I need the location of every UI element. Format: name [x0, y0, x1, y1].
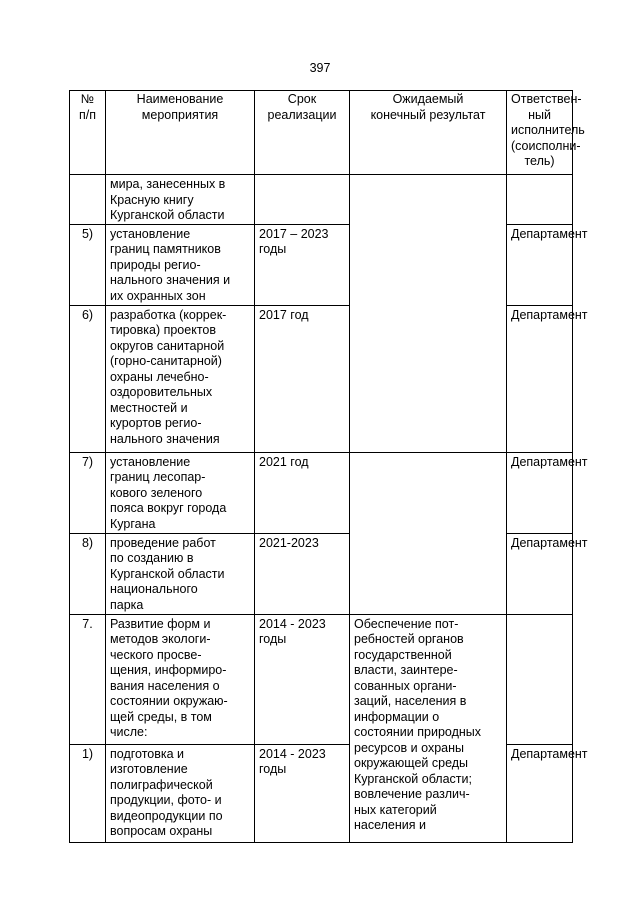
activity-name-cell: Развитие форм и методов экологи- ческого просве- щения, информиро- вания населения о состоянии окружаю- щей среды, в том числе:: [106, 614, 255, 744]
term-cell: [255, 175, 350, 225]
executor-cell: [507, 614, 573, 744]
header-expected-result: Ожидаемый конечный результат: [350, 91, 507, 175]
executor-cell: Департамент: [507, 452, 573, 533]
row-number: 5): [70, 224, 106, 305]
row-number: 7): [70, 452, 106, 533]
header-number: № п/п: [70, 91, 106, 175]
row-number: 6): [70, 305, 106, 452]
executor-cell: Департамент: [507, 224, 573, 305]
row-number: [70, 175, 106, 225]
table-row: [70, 175, 573, 225]
header-responsible-executor: Ответствен- ный исполнитель (соисполни- тель): [507, 91, 573, 175]
result-cell: [350, 452, 507, 614]
header-term: Срок реализации: [255, 91, 350, 175]
row-number: 7.: [70, 614, 106, 744]
row-number: 8): [70, 533, 106, 614]
activity-name-cell: установление границ памятников природы регио- нального значения и их охранных зон: [106, 224, 255, 305]
result-cell: [350, 175, 507, 453]
measures-table: [69, 90, 588, 843]
activity-name-cell: мира, занесенных в Красную книгу Курганской области: [106, 175, 255, 225]
activity-name-cell: установление границ лесопар- кового зеленого пояса вокруг города Кургана: [106, 452, 255, 533]
table-row: [70, 614, 573, 744]
executor-cell: Департамент: [507, 744, 573, 842]
executor-cell: Департамент: [507, 305, 573, 452]
header-activity-name: Наименование мероприятия: [106, 91, 255, 175]
table-row: [70, 452, 573, 533]
row-number: 1): [70, 744, 106, 842]
term-cell: 2017 – 2023 годы: [255, 224, 350, 305]
activity-name-cell: разработка (коррек- тировка) проектов округов санитарной (горно-санитарной) охраны лечебно- оздоровительных местностей и курортов регио- нального значения: [106, 305, 255, 452]
result-cell: Обеспечение пот- ребностей органов государственной власти, заинтере- сованных органи- заций, населения в информации о состоянии природных ресурсов и охраны окружающей среды Курганской области; вовлечение различ- ных категорий населения и: [350, 614, 507, 842]
activity-name-cell: подготовка и изготовление полиграфической продукции, фото- и видеопродукции по вопросам охраны: [106, 744, 255, 842]
activity-name-cell: проведение работ по созданию в Курганской области национального парка: [106, 533, 255, 614]
term-cell: 2014 - 2023 годы: [255, 744, 350, 842]
term-cell: 2021-2023: [255, 533, 350, 614]
header-row: [70, 91, 573, 175]
term-cell: 2014 - 2023 годы: [255, 614, 350, 744]
executor-cell: Департамент: [507, 533, 573, 614]
term-cell: 2017 год: [255, 305, 350, 452]
page-number: 397: [309, 61, 331, 75]
term-cell: 2021 год: [255, 452, 350, 533]
executor-cell: [507, 175, 573, 225]
